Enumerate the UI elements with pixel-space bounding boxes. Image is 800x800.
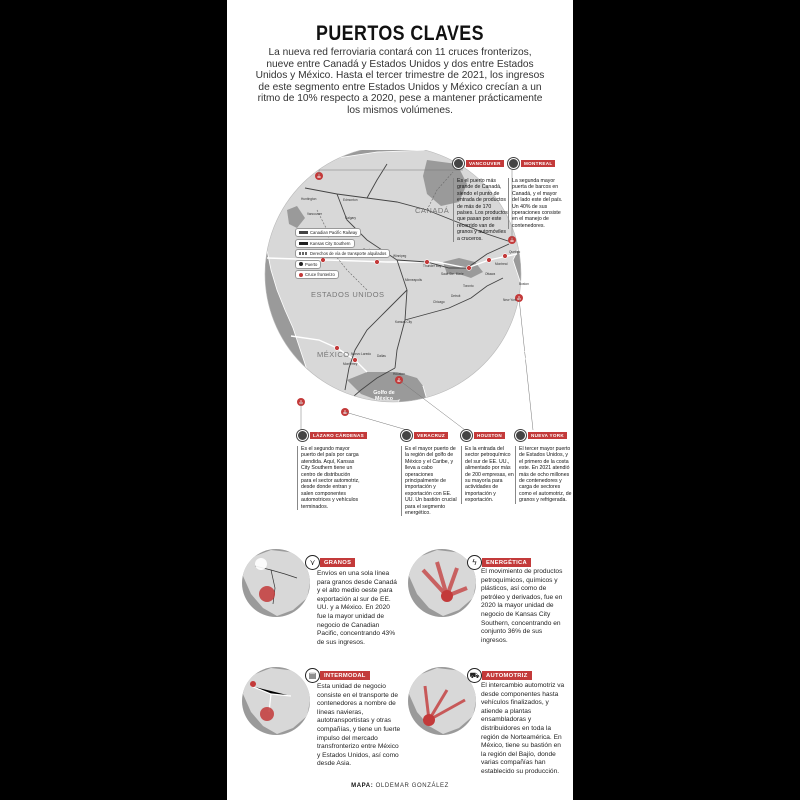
energy-icon: ϟ [467,555,482,570]
page-title: PUERTOS CLAVES [316,22,484,45]
city-label: Minneapolis [405,278,423,282]
legend-item: Canadian Pacific Railway [295,228,361,237]
city-label: New York [503,298,517,302]
map-credit [227,783,573,789]
city-label: Vancouver [307,212,323,216]
port-callout-vancouver-header: VANCOUVER [453,158,504,169]
container-icon: ▤ [305,668,320,683]
segment-automotriz-header: ⛟ AUTOMOTRIZ [467,668,532,683]
port-callout-new-york-header: NUEVA YORK [515,430,567,441]
city-label: Calgary [345,216,356,220]
city-label: Monterrey [343,362,358,366]
map-legend [295,228,390,281]
segment-energetica-header: ϟ ENERGÉTICA [467,555,531,570]
port-callout-veracruz-header: VERACRUZ [401,430,448,441]
city-label: Houston [393,372,405,376]
port-callout-new-york-text: El tercer mayor puerto de Estados Unidos, y el primero de la costa este. En 2021 atendió más de ocho millones de contenedores y carga de sectores como el automotriz, de granos y refrigerada. [515,446,573,504]
segment-granos-text: Envíos en una sola línea para granos desde Canadá y el alto medio oeste para exportación al sur de EE. UU. y a México. En 2020 fue la mayor unidad de negocio de Canadian Pacific, concentrando 43% de sus ingresos. [317,570,397,646]
label-atlantic-ocean: Océano Atlántico [508,350,532,362]
anchor-icon [401,430,412,441]
port-callout-houston-text: Es la entrada del sector petroquímico del sur de EE. UU., alimentado por más de 200 empresas, en su mayoría para actividades de importación y exportación. [461,446,515,504]
port-callout-lazaro-cardenas-text: Es el segundo mayor puerto del país por carga atendida. Aquí, Kansas City Southern tiene un centro de distribución para el sector automotriz, desde donde entran y salen componentes automotrices y vehículos terminados. [297,446,361,510]
segment-energetica-text: El movimiento de productos petroquímicos, químicos y plásticos, así como de petróleo y derivados, fue en 2020 la mayor unidad de negocio de Kansas City Southern, concentrando en conjunto 36% de sus ingresos. [481,568,563,644]
mini-map-granos [241,548,311,618]
segment-intermodal-text: Esta unidad de negocio consiste en el transporte de contenedores a nombre de líneas navieras, autotransportistas y otras compañías, y tiene un fuerte impulso del mercado transfronterizo entre México y Estados Unidos, así como desde Asia. [317,683,401,768]
port-callout-vancouver-text: Es el puerto más grande de Canadá, siendo el punto de entrada de productos de más de 170 países. Los productos que pasan por este recorrido van de granos y automóviles a cruceros. [453,178,509,242]
legend-item: Kansas City Southern [295,239,355,248]
wheat-icon: ⋎ [305,555,320,570]
city-label: Kansas City [395,320,413,324]
anchor-icon [508,158,519,169]
city-label: Boston [519,282,529,286]
car-icon: ⛟ [467,668,482,683]
segment-intermodal-header: ▤ INTERMODAL [305,668,370,683]
city-label: Dallas [377,354,386,358]
infographic-sheet [227,0,573,800]
city-label: Montreal [495,262,508,266]
credit-label: MAPA: [351,783,374,789]
city-label: Detroit [451,294,461,298]
segment-granos-header: ⋎ GRANOS [305,555,355,570]
anchor-icon [515,430,526,441]
city-label: Nuevo Laredo [351,352,372,356]
port-callout-veracruz-text: Es el mayor puerto de la región del golfo de México y el Caribe, y lleva a cabo operaciones principalmente de importación y exportación con EE. UU. Un bastión crucial para el segmento energético. [401,446,461,516]
port-callout-houston-header: HOUSTON [461,430,505,441]
city-label: Toronto [463,284,474,288]
port-callout-montreal-header: MONTREAL [508,158,555,169]
city-label: Huntington [301,197,317,201]
anchor-icon [297,430,308,441]
anchor-icon [461,430,472,441]
label-mexico: MÉXICO [317,350,350,359]
city-label: Edmonton [343,198,358,202]
city-label: Winnipeg [393,254,407,258]
city-label: Sault Ste. Marie [441,272,464,276]
legend-item: Derechos de vía de transporte alquilados [295,249,390,258]
label-gulf-of-mexico: Golfo de México [373,390,395,402]
anchor-icon [453,158,464,169]
label-pacific-ocean: Océano Pacífico [245,296,267,308]
port-callout-lazaro-cardenas-header: LÁZARO CÁRDENAS [297,430,367,441]
legend-item: Puerto [295,260,321,269]
city-label: Thunder Bay [423,264,442,268]
credit-name: OLDEMAR GONZÁLEZ [375,783,449,789]
mini-map-intermodal [241,666,311,736]
city-label: Ottawa [485,272,496,276]
port-callout-montreal-text: La segunda mayor puerta de barcos en Canadá, y el mayor del lado este del país. Un 40% de sus operaciones consiste en el manejo de contenedores. [508,178,564,229]
segment-automotriz-text: El intercambio automotriz va desde componentes hasta vehículos finalizados, y atiende a plantas ensambladoras y distribuidores en toda la región de Norteamérica. En México, tiene su bastión en la región del Bajío, donde varias compañías han establecido su producción. [481,682,565,775]
city-label: Chicago [433,300,445,304]
city-label: Quebec [509,250,521,254]
legend-item: Cruce fronterizo [295,270,339,279]
label-usa: ESTADOS UNIDOS [311,290,385,299]
label-canada: CANADÁ [415,206,450,215]
intro-paragraph: La nueva red ferroviaria contará con 11 cruces fronterizos, nueve entre Canadá y Estados Unidos y dos entre Estados Unidos y México. Hasta el tercer trimestre de 2021, los ingresos de este segmento entre Estados Unidos y México crecían a un ritmo de 10% respecto a 2020, pese a mantener prácticamente los mismos volúmenes. [255,47,545,116]
